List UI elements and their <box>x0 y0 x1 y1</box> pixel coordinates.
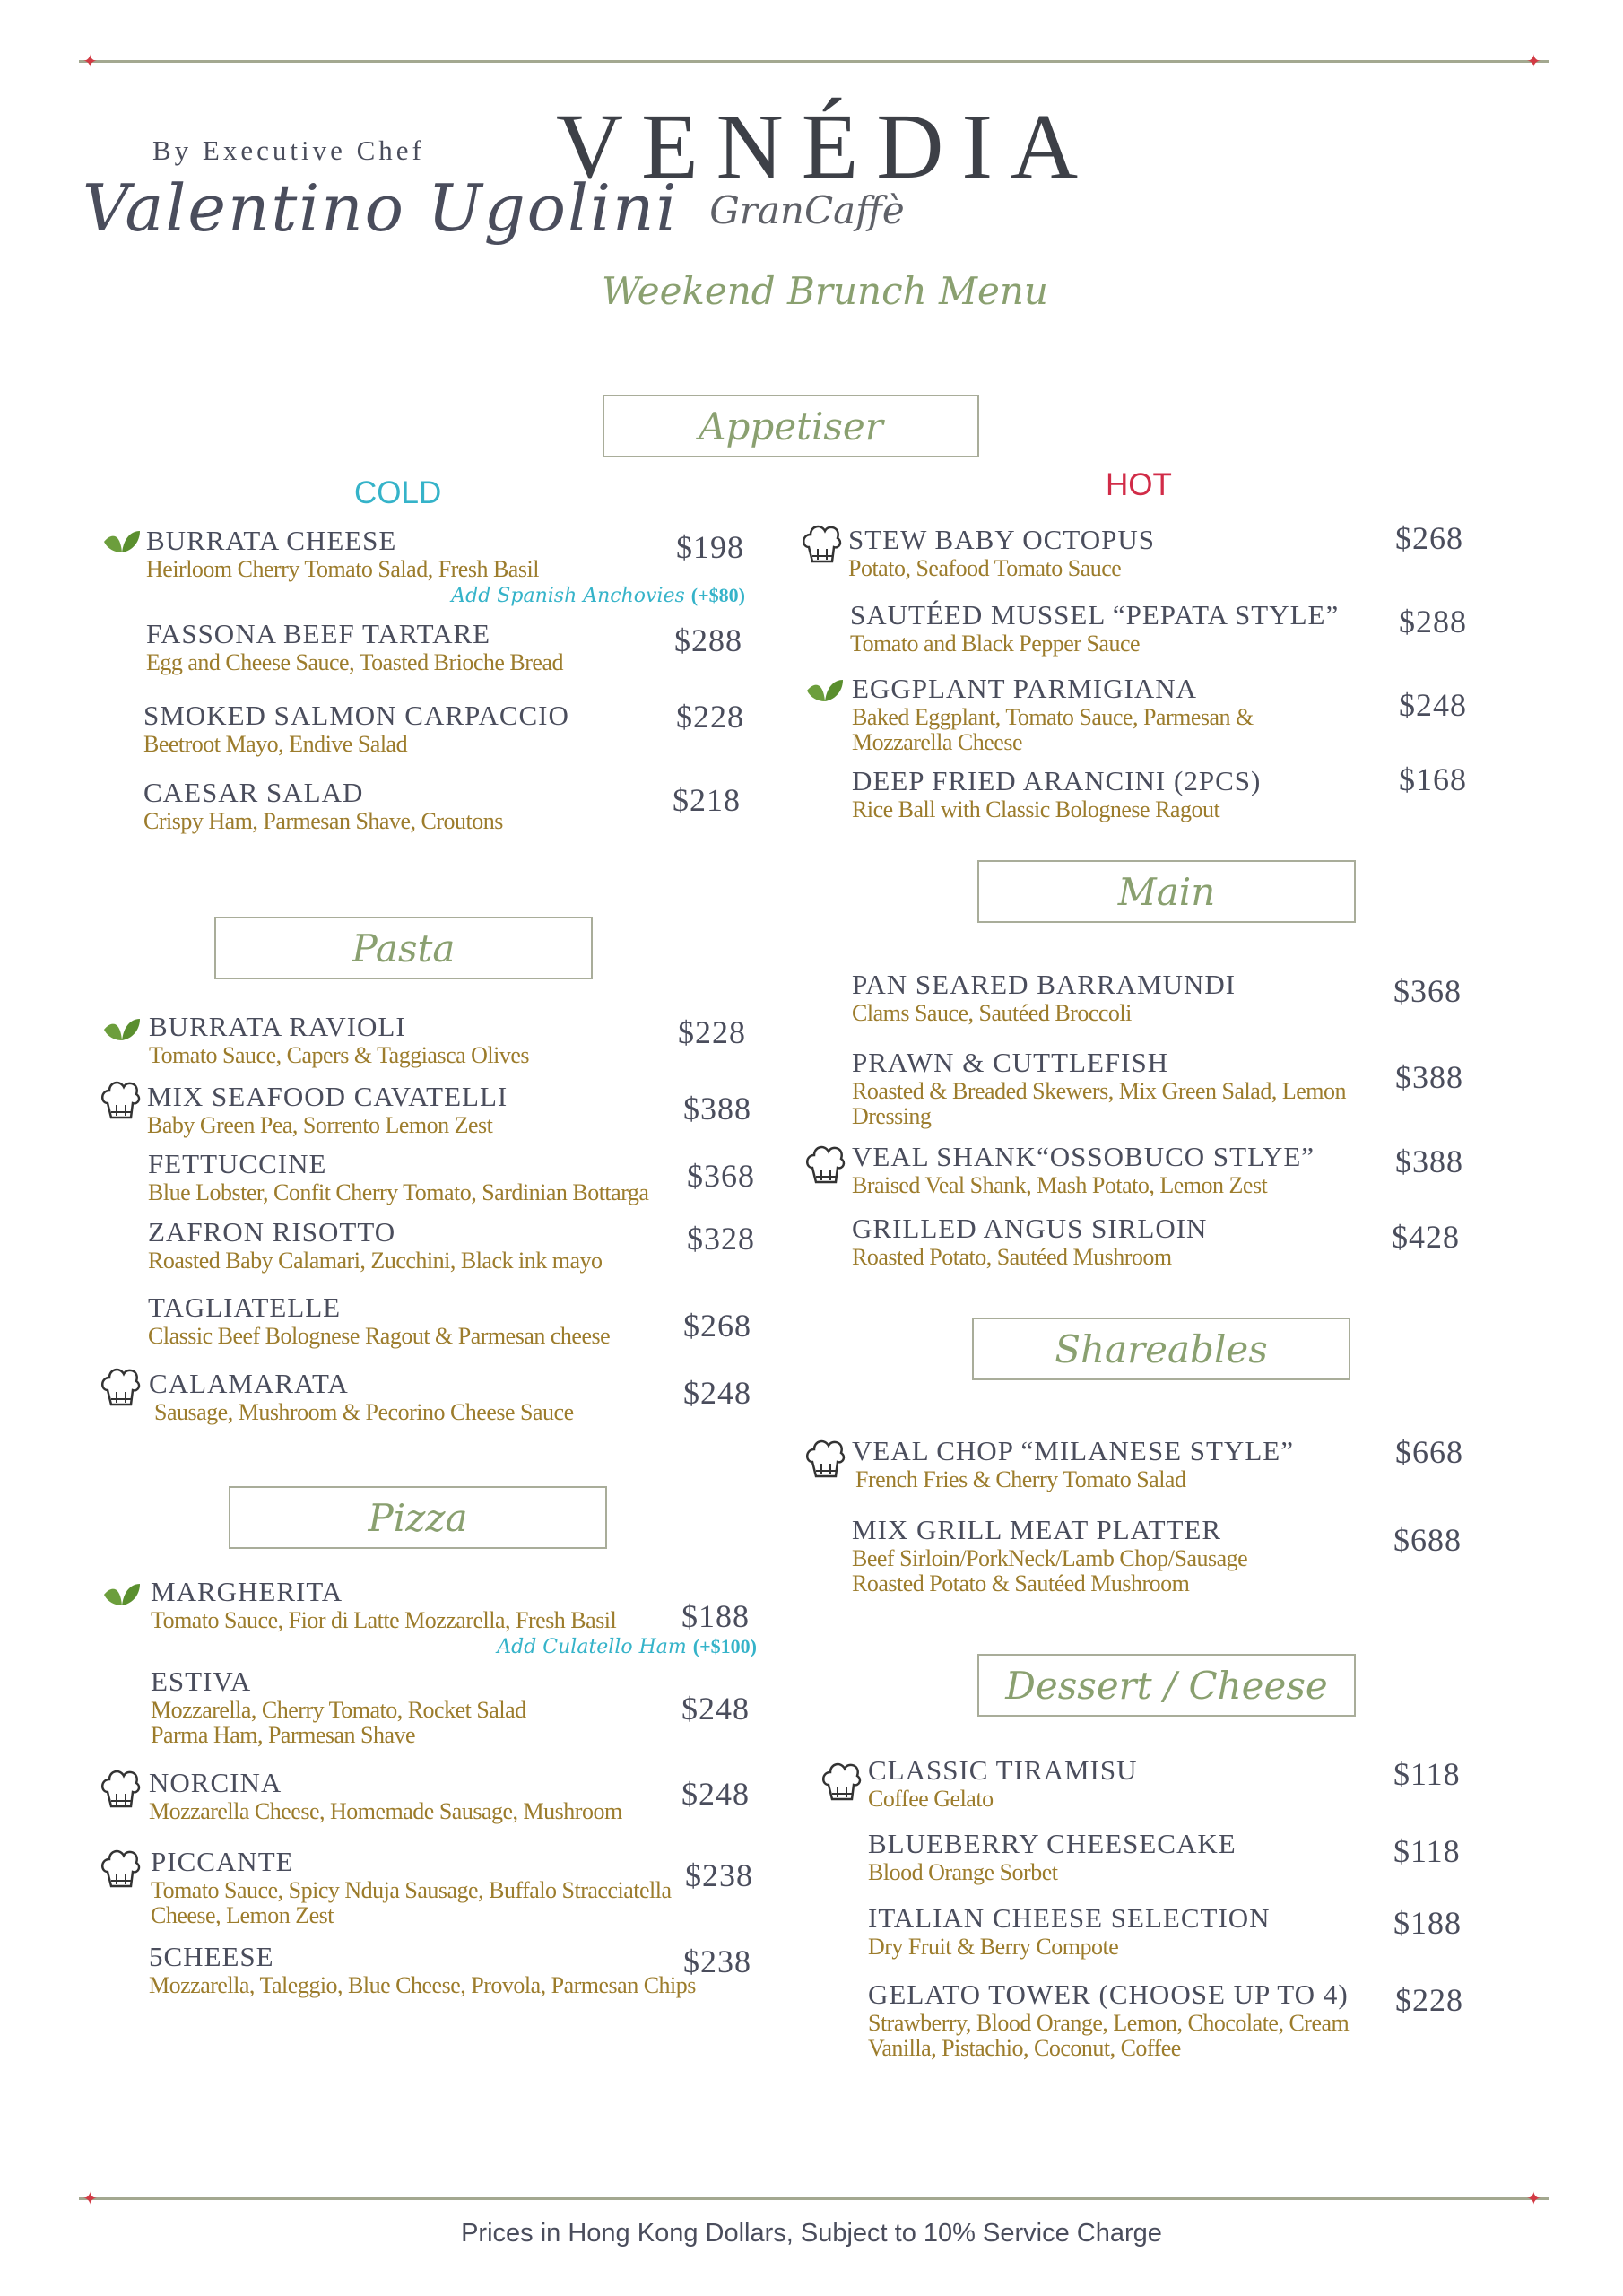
item-price: $118 <box>1393 1833 1461 1869</box>
item-price: $268 <box>1395 520 1463 556</box>
item-name: PICCANTE <box>151 1846 294 1877</box>
item-desc: Braised Veal Shank, Mash Potato, Lemon Zest <box>852 1172 1268 1198</box>
subsection-hot: HOT <box>1106 467 1172 502</box>
menu-item <box>151 1846 680 1928</box>
top-left-star-icon: ✦ <box>82 50 98 72</box>
item-name: CLASSIC TIRAMISU <box>868 1754 1138 1786</box>
item-desc: Classic Beef Bolognese Ragout & Parmesan cheese <box>148 1323 611 1349</box>
leaf-icon <box>102 1017 142 1044</box>
item-price: $218 <box>673 782 741 818</box>
item-desc: Rice Ball with Classic Bolognese Ragout <box>852 796 1220 822</box>
item-name: DEEP FRIED ARANCINI (2PCS) <box>852 765 1262 796</box>
item-desc: Tomato and Black Pepper Sauce <box>850 631 1141 657</box>
item-price: $188 <box>1393 1905 1462 1941</box>
menu-item <box>852 969 1354 1026</box>
item-name: CAESAR SALAD <box>143 777 364 808</box>
item-name: BURRATA CHEESE <box>146 525 397 556</box>
leaf-icon <box>805 678 845 705</box>
item-price: $198 <box>676 529 744 565</box>
section-main: Main <box>977 860 1356 923</box>
brand-logo: VENÉDIA <box>556 95 1097 198</box>
item-desc: Baby Green Pea, Sorrento Lemon Zest <box>147 1112 493 1138</box>
brand-subtitle: GranCaffè <box>709 188 905 232</box>
item-price: $368 <box>1393 973 1462 1009</box>
item-name: ZAFRON RISOTTO <box>148 1216 396 1248</box>
item-desc: Mozzarella, Cherry Tomato, Rocket Salad Parma Ham, Parmesan Shave <box>151 1697 526 1748</box>
menu-item <box>868 1828 1370 1885</box>
item-price: $118 <box>1393 1756 1461 1792</box>
menu-item <box>868 1754 1370 1812</box>
addon-price: (+$100) <box>692 1635 757 1657</box>
menu-item <box>149 1011 687 1068</box>
menu-item <box>149 1941 705 1998</box>
chef-hat-icon <box>803 1435 846 1482</box>
item-desc: Beef Sirloin/PorkNeck/Lamb Chop/Sausage Roasted Potato & Sautéed Mushroom <box>852 1545 1248 1596</box>
menu-item <box>850 599 1352 657</box>
section-pasta: Pasta <box>214 917 593 979</box>
item-desc: Potato, Seafood Tomato Sauce <box>848 555 1122 581</box>
item-price: $228 <box>678 1014 746 1050</box>
item-price: $228 <box>1395 1982 1463 2018</box>
item-desc: Mozzarella, Taleggio, Blue Cheese, Provola, Parmesan Chips <box>149 1972 696 1998</box>
chef-signature: Valentino Ugolini <box>82 170 679 246</box>
item-desc: Sausage, Mushroom & Pecorino Cheese Sauce <box>154 1399 574 1425</box>
chef-hat-icon <box>99 1076 142 1123</box>
bottom-left-star-icon: ✦ <box>82 2187 98 2209</box>
menu-item <box>147 1081 685 1138</box>
item-desc: Baked Eggplant, Tomato Sauce, Parmesan & Mozzarella Cheese <box>852 704 1254 755</box>
menu-item <box>148 1216 686 1274</box>
addon-price: (+$80) <box>690 584 745 606</box>
item-name: NORCINA <box>149 1767 282 1798</box>
item-price: $238 <box>685 1857 753 1893</box>
menu-item <box>143 777 646 834</box>
menu-item <box>852 1141 1354 1198</box>
item-desc: Clams Sauce, Sautéed Broccoli <box>852 1000 1132 1026</box>
item-desc: Roasted Potato, Sautéed Mushroom <box>852 1244 1172 1270</box>
subsection-cold: COLD <box>354 475 442 510</box>
item-name: GRILLED ANGUS SIRLOIN <box>852 1213 1208 1244</box>
item-name: PAN SEARED BARRAMUNDI <box>852 969 1237 1000</box>
item-name: PRAWN & CUTTLEFISH <box>852 1047 1169 1078</box>
menu-item <box>852 1213 1354 1270</box>
menu-item <box>848 524 1350 581</box>
item-desc: Egg and Cheese Sauce, Toasted Brioche Bread <box>146 649 563 675</box>
menu-item <box>852 673 1354 755</box>
menu-item <box>852 1514 1273 1596</box>
item-price: $168 <box>1399 761 1467 797</box>
item-price: $228 <box>676 699 744 735</box>
item-desc: Strawberry, Blood Orange, Lemon, Chocolate, Cream Vanilla, Pistachio, Coconut, Coffee <box>868 2010 1350 2061</box>
menu-item <box>148 1292 686 1349</box>
item-name: BLUEBERRY CHEESECAKE <box>868 1828 1237 1859</box>
item-name: FASSONA BEEF TARTARE <box>146 618 491 649</box>
item-name: SAUTÉED MUSSEL “PEPATA STYLE” <box>850 599 1340 631</box>
item-price: $668 <box>1395 1434 1463 1470</box>
item-price: $328 <box>687 1221 755 1257</box>
chef-by-line: By Executive Chef <box>152 135 425 166</box>
item-price: $428 <box>1392 1219 1460 1255</box>
item-name: TAGLIATELLE <box>148 1292 342 1323</box>
menu-item <box>151 1665 545 1748</box>
item-desc: Mozzarella Cheese, Homemade Sausage, Mushroom <box>149 1798 622 1824</box>
item-name: VEAL CHOP “MILANESE STYLE” <box>852 1435 1294 1466</box>
item-addon <box>151 1633 757 1661</box>
item-price: $388 <box>1395 1059 1463 1095</box>
item-desc: Crispy Ham, Parmesan Shave, Croutons <box>143 808 503 834</box>
menu-title: Weekend Brunch Menu <box>602 269 1048 313</box>
item-name: BURRATA RAVIOLI <box>149 1011 406 1042</box>
section-appetiser: Appetiser <box>603 395 979 457</box>
bottom-right-star-icon: ✦ <box>1526 2187 1541 2209</box>
section-pizza: Pizza <box>229 1486 607 1549</box>
item-price: $268 <box>683 1308 751 1344</box>
item-desc: Tomato Sauce, Spicy Nduja Sausage, Buffalo Stracciatella Cheese, Lemon Zest <box>151 1877 672 1928</box>
item-name: MARGHERITA <box>151 1576 343 1607</box>
menu-item <box>143 700 646 757</box>
item-desc: Tomato Sauce, Capers & Taggiasca Olives <box>149 1042 530 1068</box>
menu-item <box>151 1576 757 1661</box>
item-price: $248 <box>681 1691 750 1726</box>
item-name: FETTUCCINE <box>148 1148 327 1179</box>
item-name: STEW BABY OCTOPUS <box>848 524 1155 555</box>
item-name: EGGPLANT PARMIGIANA <box>852 673 1198 704</box>
section-dessert: Dessert / Cheese <box>977 1654 1356 1717</box>
leaf-icon <box>102 1582 142 1609</box>
chef-hat-icon <box>803 1141 846 1187</box>
item-desc: Heirloom Cherry Tomato Salad, Fresh Basil <box>146 556 539 582</box>
item-desc: Roasted & Breaded Skewers, Mix Green Salad, Lemon Dressing <box>852 1078 1346 1129</box>
item-addon <box>146 582 745 610</box>
item-price: $188 <box>681 1598 750 1634</box>
item-name: VEAL SHANK“OSSOBUCO STLYE” <box>852 1141 1315 1172</box>
item-name: GELATO TOWER (CHOOSE UP TO 4) <box>868 1979 1349 2010</box>
item-name: MIX SEAFOOD CAVATELLI <box>147 1081 508 1112</box>
top-right-star-icon: ✦ <box>1526 50 1541 72</box>
item-price: $288 <box>674 622 742 658</box>
item-desc: Coffee Gelato <box>868 1786 994 1812</box>
item-price: $688 <box>1393 1522 1462 1558</box>
menu-item <box>868 1979 1370 2061</box>
menu-item <box>146 618 648 675</box>
menu-item <box>148 1148 722 1205</box>
menu-item <box>852 1047 1363 1129</box>
chef-hat-icon <box>99 1363 142 1410</box>
item-name: 5CHEESE <box>149 1941 274 1972</box>
item-name: ESTIVA <box>151 1665 252 1697</box>
footer-note: Prices in Hong Kong Dollars, Subject to 10% Service Charge <box>461 2219 1162 2248</box>
menu-item <box>852 1435 1354 1492</box>
item-name: MIX GRILL MEAT PLATTER <box>852 1514 1222 1545</box>
item-price: $248 <box>683 1375 751 1411</box>
chef-hat-icon <box>820 1758 863 1805</box>
chef-hat-icon <box>99 1845 142 1892</box>
chef-hat-icon <box>800 520 843 567</box>
chef-hat-icon <box>99 1765 142 1812</box>
top-divider <box>79 60 1549 63</box>
item-name: CALAMARATA <box>149 1368 349 1399</box>
menu-item <box>149 1368 687 1425</box>
item-desc: Tomato Sauce, Fior di Latte Mozzarella, Fresh Basil <box>151 1607 617 1633</box>
item-price: $388 <box>683 1091 751 1126</box>
item-name: SMOKED SALMON CARPACCIO <box>143 700 569 731</box>
item-desc: Blood Orange Sorbet <box>868 1859 1058 1885</box>
item-price: $288 <box>1399 604 1467 639</box>
item-name: ITALIAN CHEESE SELECTION <box>868 1902 1271 1934</box>
item-desc: Beetroot Mayo, Endive Salad <box>143 731 408 757</box>
menu-item <box>149 1767 687 1824</box>
menu-item <box>852 765 1354 822</box>
addon-label: Add Spanish Anchovies <box>451 585 685 607</box>
item-price: $248 <box>1399 687 1467 723</box>
item-desc: Roasted Baby Calamari, Zucchini, Black ink mayo <box>148 1248 603 1274</box>
section-shareables: Shareables <box>972 1318 1350 1380</box>
item-desc: Dry Fruit & Berry Compote <box>868 1934 1119 1960</box>
bottom-divider <box>79 2197 1549 2200</box>
item-price: $388 <box>1395 1144 1463 1179</box>
item-price: $238 <box>683 1944 751 1979</box>
item-desc: French Fries & Cherry Tomato Salad <box>855 1466 1186 1492</box>
item-desc: Blue Lobster, Confit Cherry Tomato, Sardinian Bottarga <box>148 1179 649 1205</box>
menu-item <box>868 1902 1370 1960</box>
item-price: $248 <box>681 1776 750 1812</box>
addon-label: Add Culatello Ham <box>497 1636 687 1658</box>
leaf-icon <box>102 529 142 556</box>
item-price: $368 <box>687 1158 755 1194</box>
